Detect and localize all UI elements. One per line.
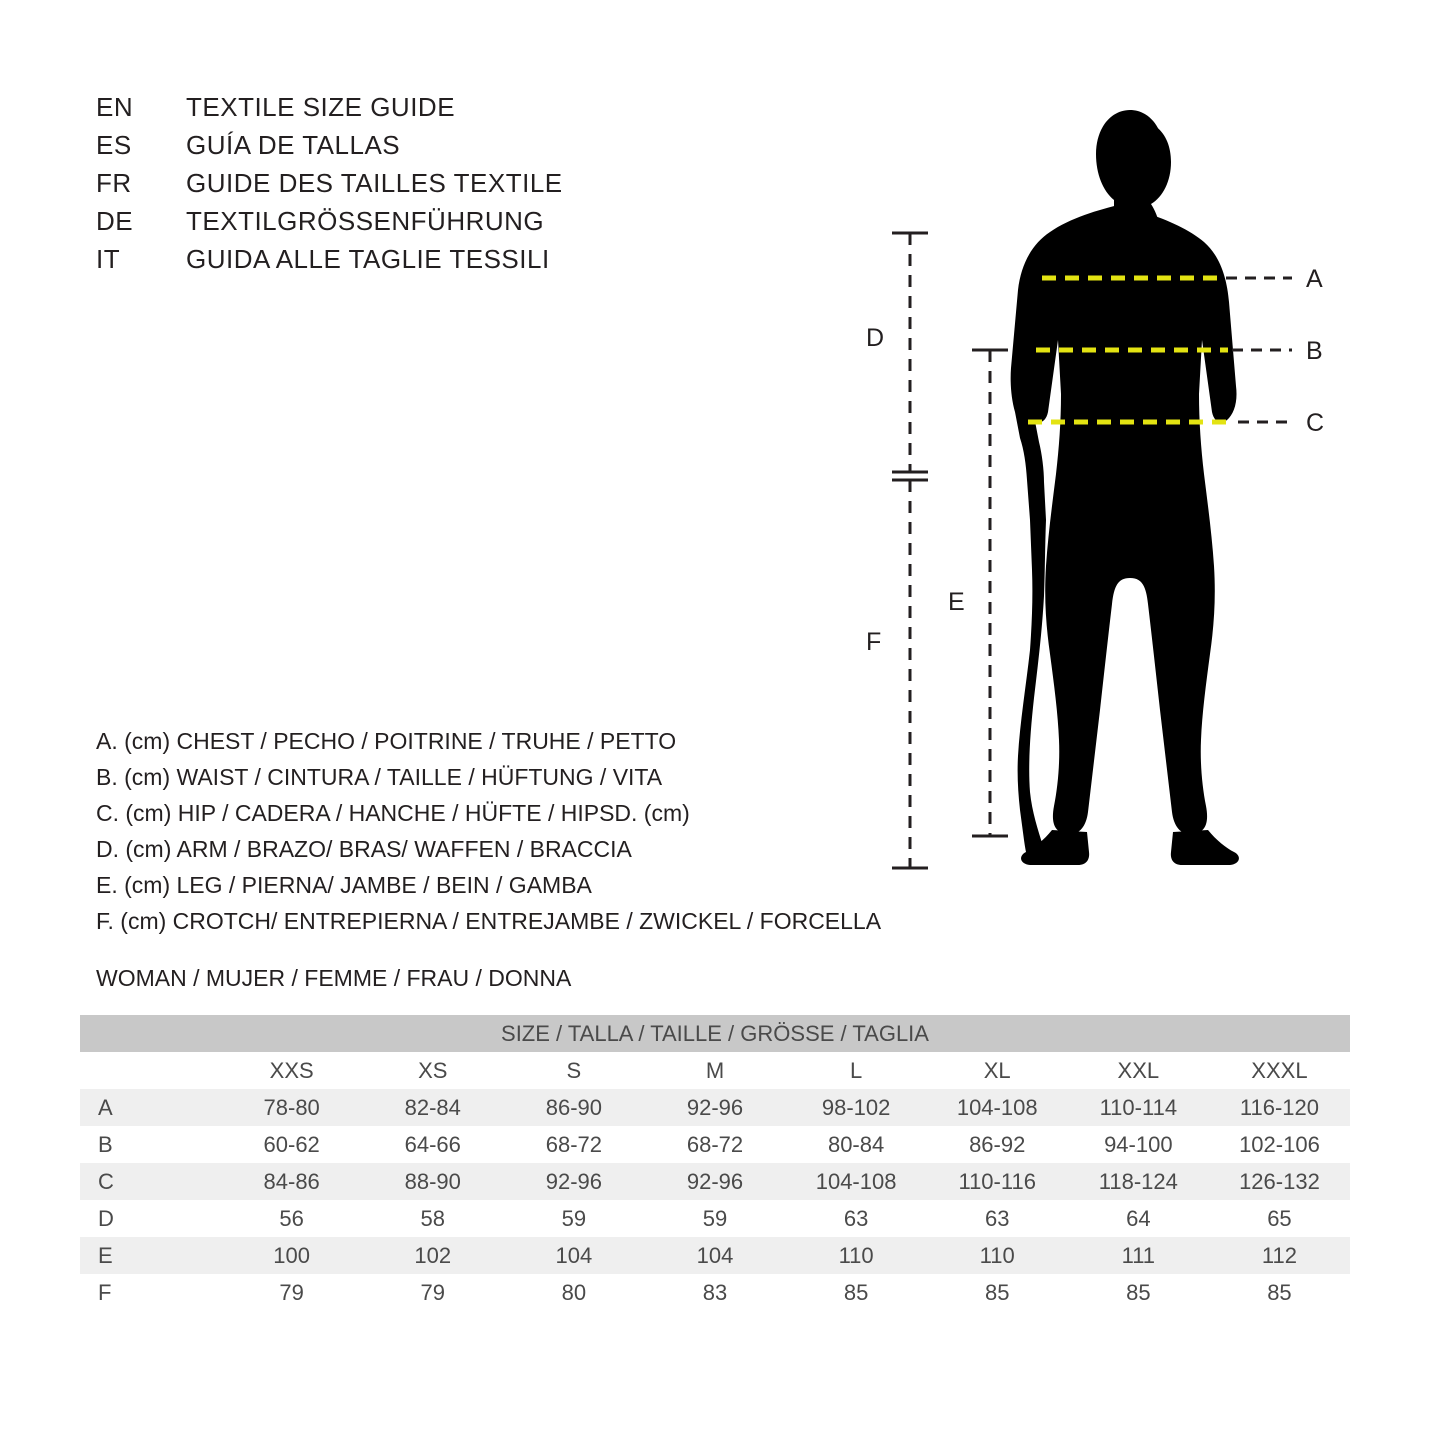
table-cell: 56 (221, 1200, 362, 1237)
table-cell: 64 (1068, 1200, 1209, 1237)
table-cell: 86-90 (503, 1089, 644, 1126)
language-row (96, 206, 736, 244)
table-cell: 110 (927, 1237, 1068, 1274)
language-code: DE (96, 206, 134, 236)
table-cell: 84-86 (221, 1163, 362, 1200)
marker-label-a: A (1306, 265, 1323, 293)
woman-body-shape (1021, 110, 1239, 865)
size-header-l: L (786, 1052, 927, 1089)
language-title: GUÍA DE TALLAS (186, 130, 401, 160)
table-cell: 126-132 (1209, 1163, 1350, 1200)
language-title-block (96, 92, 736, 282)
table-cell: 102 (362, 1237, 503, 1274)
table-cell: 85 (1068, 1274, 1209, 1311)
dimension-d (892, 233, 928, 472)
table-row (80, 1126, 1350, 1163)
table-cell: 68-72 (644, 1126, 785, 1163)
size-header-xl: XL (927, 1052, 1068, 1089)
table-row (80, 1089, 1350, 1126)
table-cell: 92-96 (644, 1163, 785, 1200)
table-header-row (80, 1052, 1350, 1089)
dimension-label-e: E (948, 588, 965, 616)
table-row (80, 1237, 1350, 1274)
table-row (80, 1163, 1350, 1200)
language-code: ES (96, 130, 132, 160)
measurement-legend (96, 723, 916, 939)
language-title: TEXTILE SIZE GUIDE (186, 92, 456, 122)
marker-label-b: B (1306, 337, 1323, 365)
table-cell: 64-66 (362, 1126, 503, 1163)
language-row (96, 244, 736, 282)
size-header-xxs: XXS (221, 1052, 362, 1089)
row-label: F (80, 1274, 221, 1311)
language-row (96, 168, 736, 206)
table-cell: 85 (1209, 1274, 1350, 1311)
language-row (96, 130, 736, 168)
table-cell: 68-72 (503, 1126, 644, 1163)
table-cell: 86-92 (927, 1126, 1068, 1163)
table-cell: 65 (1209, 1200, 1350, 1237)
language-code: EN (96, 92, 134, 122)
dimension-e (972, 350, 1008, 836)
language-code: FR (96, 168, 132, 198)
table-cell: 92-96 (644, 1089, 785, 1126)
table-cell: 79 (221, 1274, 362, 1311)
size-header-m: M (644, 1052, 785, 1089)
table-band-label: SIZE / TALLA / TAILLE / GRÖSSE / TAGLIA (80, 1015, 1350, 1052)
table-cell: 83 (644, 1274, 785, 1311)
marker-label-c: C (1306, 409, 1325, 437)
table-cell: 80 (503, 1274, 644, 1311)
legend-item-f: F. (cm) CROTCH/ ENTREPIERNA / ENTREJAMBE / ZWICKEL / FORCELLA (96, 908, 882, 934)
table-cell: 78-80 (221, 1089, 362, 1126)
table-cell: 58 (362, 1200, 503, 1237)
table-cell: 118-124 (1068, 1163, 1209, 1200)
language-row (96, 92, 736, 130)
table-cell: 104 (644, 1237, 785, 1274)
table-cell: 110-114 (1068, 1089, 1209, 1126)
row-label: A (80, 1089, 221, 1126)
dimension-label-d: D (866, 324, 885, 352)
table-row (80, 1274, 1350, 1311)
table-cell: 88-90 (362, 1163, 503, 1200)
table-cell: 63 (927, 1200, 1068, 1237)
table-cell: 85 (786, 1274, 927, 1311)
table-cell: 85 (927, 1274, 1068, 1311)
legend-item-d: D. (cm) ARM / BRAZO/ BRAS/ WAFFEN / BRACCIA (96, 836, 632, 862)
language-code: IT (96, 244, 121, 274)
table-cell: 60-62 (221, 1126, 362, 1163)
row-label: B (80, 1126, 221, 1163)
table-cell: 59 (644, 1200, 785, 1237)
table-cell: 111 (1068, 1237, 1209, 1274)
table-cell: 102-106 (1209, 1126, 1350, 1163)
table-band-row (80, 1015, 1350, 1052)
language-title: GUIDE DES TAILLES TEXTILE (186, 168, 563, 198)
size-header-xxxl: XXXL (1209, 1052, 1350, 1089)
table-cell: 112 (1209, 1237, 1350, 1274)
language-title: TEXTILGRÖSSENFÜHRUNG (186, 206, 545, 236)
table-cell: 104 (503, 1237, 644, 1274)
size-table (80, 1015, 1350, 1311)
table-cell: 104-108 (927, 1089, 1068, 1126)
legend-item-c: C. (cm) HIP / CADERA / HANCHE / HÜFTE / HIPSD. (cm) (96, 800, 690, 826)
row-label: C (80, 1163, 221, 1200)
size-table-wrapper (80, 1015, 1350, 1311)
table-cell: 79 (362, 1274, 503, 1311)
row-label: D (80, 1200, 221, 1237)
table-cell: 110 (786, 1237, 927, 1274)
legend-item-b: B. (cm) WAIST / CINTURA / TAILLE / HÜFTUNG / VITA (96, 764, 663, 790)
dimension-label-f: F (866, 628, 882, 656)
row-label: E (80, 1237, 221, 1274)
legend-item-a: A. (cm) CHEST / PECHO / POITRINE / TRUHE / PETTO (96, 728, 677, 754)
table-cell: 59 (503, 1200, 644, 1237)
size-header-xs: XS (362, 1052, 503, 1089)
table-cell: 80-84 (786, 1126, 927, 1163)
table-cell: 92-96 (503, 1163, 644, 1200)
table-row (80, 1200, 1350, 1237)
group-label: WOMAN / MUJER / FEMME / FRAU / DONNA (96, 965, 572, 991)
table-cell: 116-120 (1209, 1089, 1350, 1126)
table-cell: 63 (786, 1200, 927, 1237)
size-header-s: S (503, 1052, 644, 1089)
size-header-xxl: XXL (1068, 1052, 1209, 1089)
table-cell: 82-84 (362, 1089, 503, 1126)
legend-item-e: E. (cm) LEG / PIERNA/ JAMBE / BEIN / GAMBA (96, 872, 592, 898)
table-cell: 100 (221, 1237, 362, 1274)
table-cell: 94-100 (1068, 1126, 1209, 1163)
language-title: GUIDA ALLE TAGLIE TESSILI (186, 244, 550, 274)
table-cell: 98-102 (786, 1089, 927, 1126)
table-cell: 110-116 (927, 1163, 1068, 1200)
table-cell: 104-108 (786, 1163, 927, 1200)
row-label-header (80, 1052, 221, 1089)
